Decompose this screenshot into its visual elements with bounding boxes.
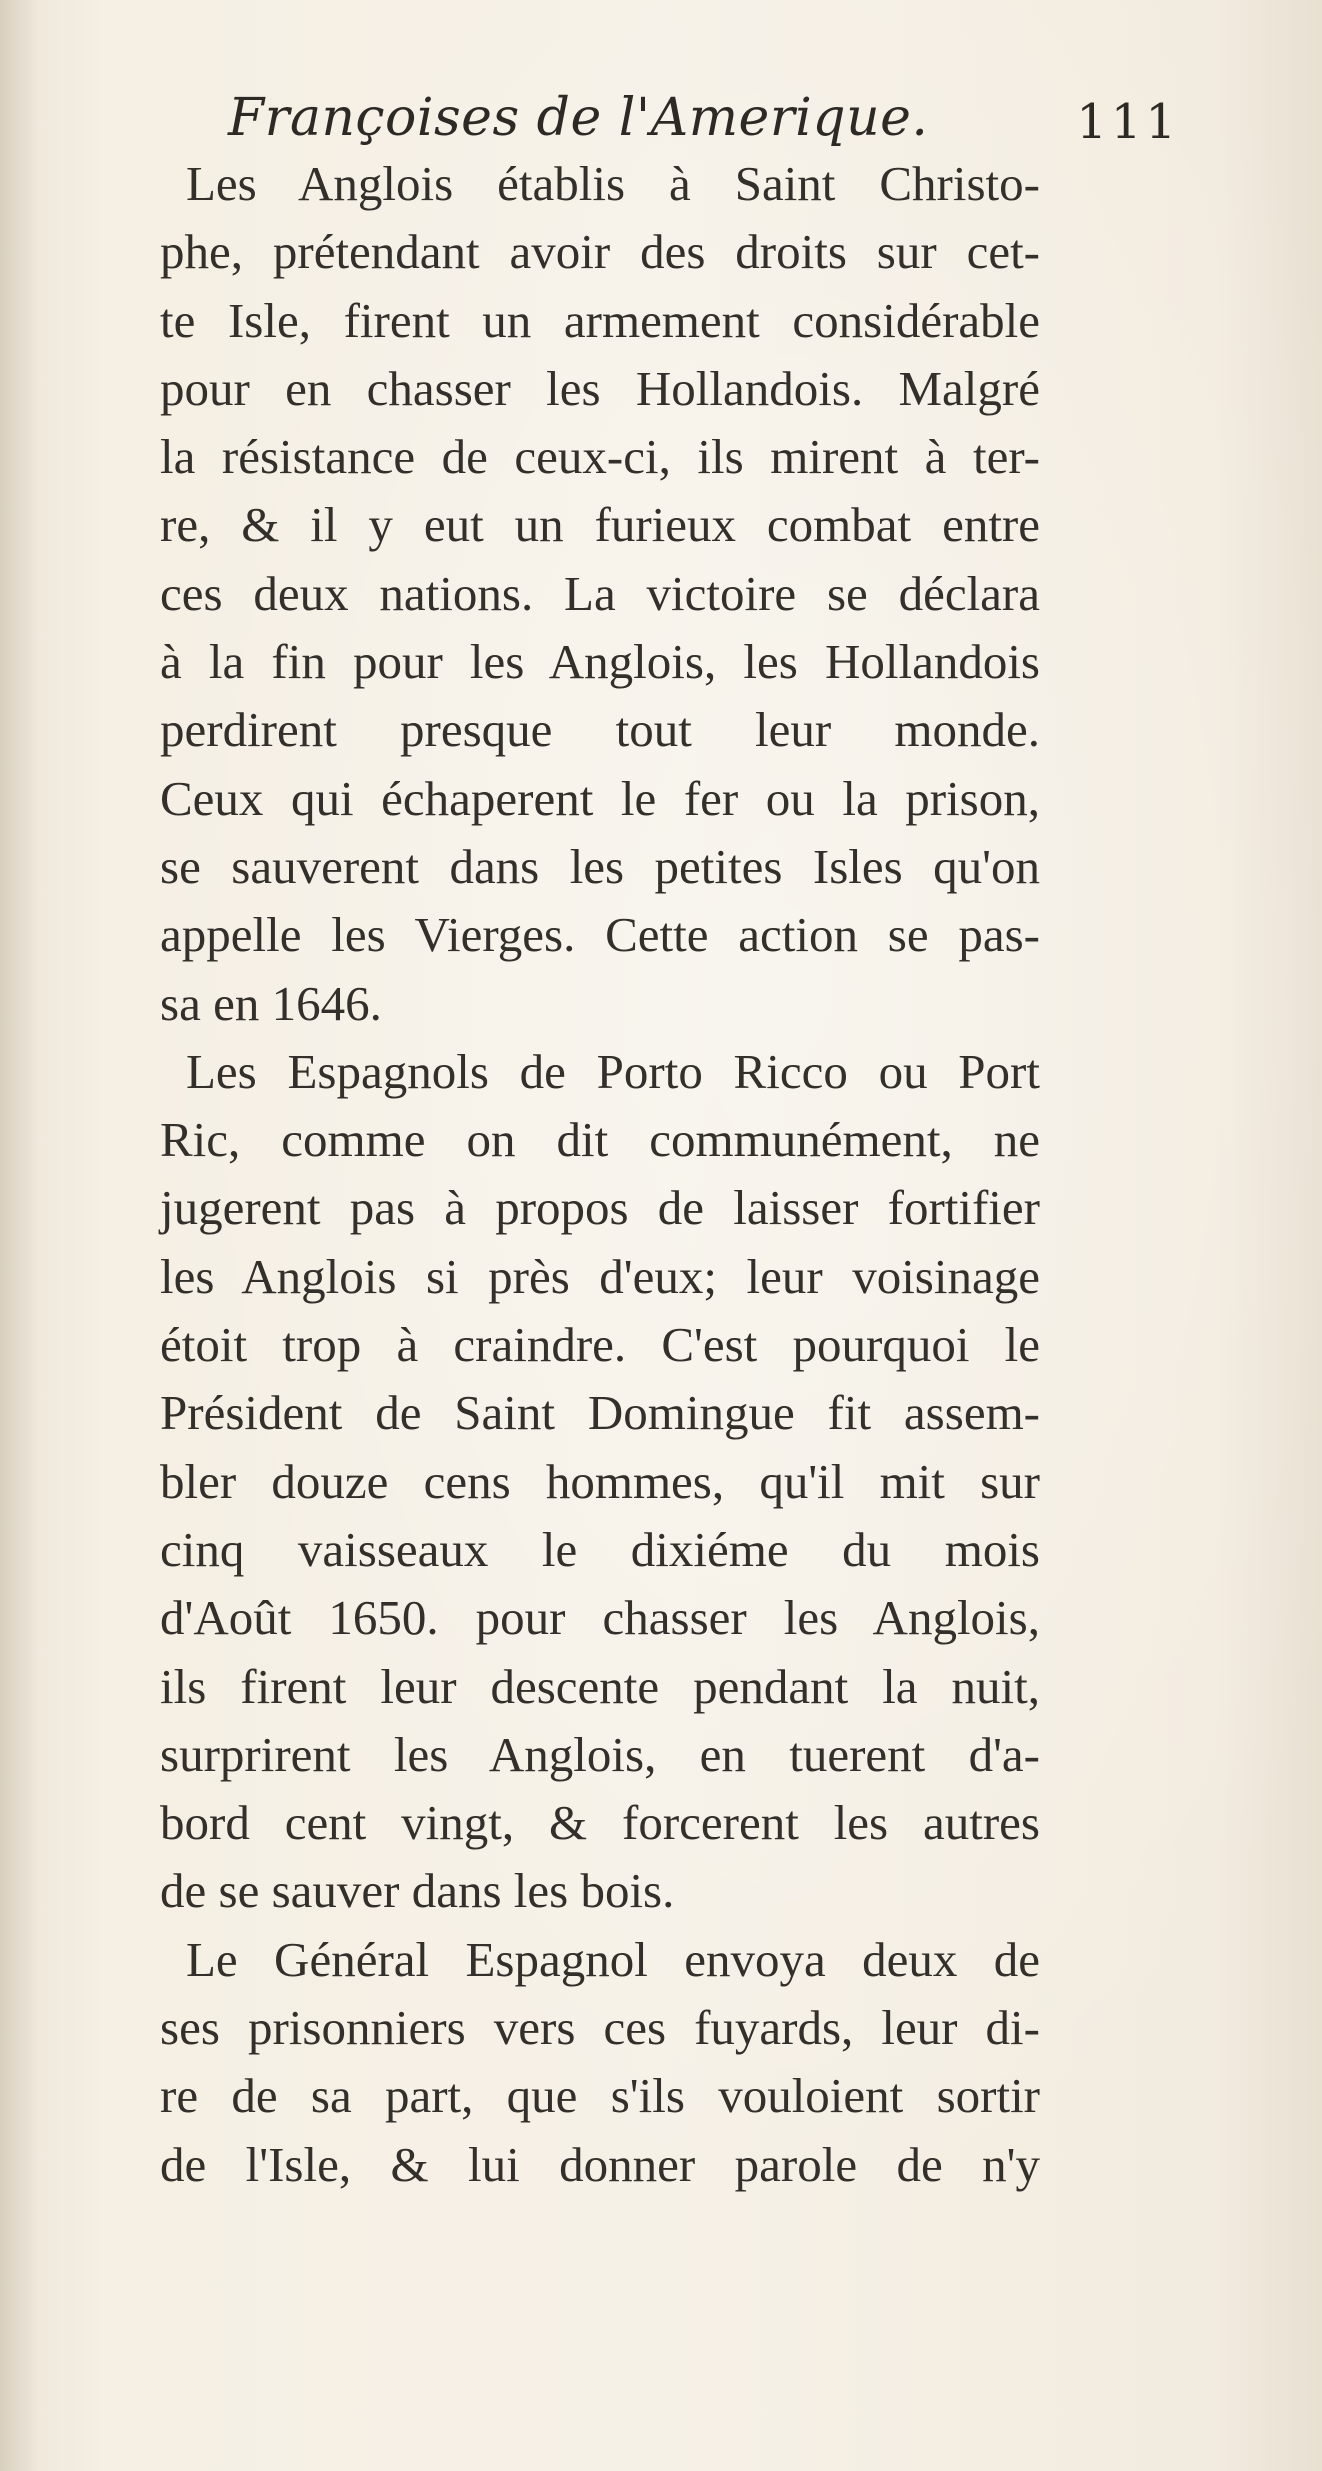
text-line: cinq vaisseaux le dixiéme du mois xyxy=(160,1521,1040,1577)
text-line: jugerent pas à propos de laisser fortifier xyxy=(160,1180,1040,1236)
text-line: ils firent leur descente pendant la nuit, xyxy=(160,1658,1040,1714)
text-line: appelle les Vierges. Cette action se pas- xyxy=(160,907,1040,963)
running-title: Françoises de l'Amerique. xyxy=(228,88,929,148)
text-line: Ric, comme on dit communément, ne xyxy=(160,1112,1040,1168)
body-text xyxy=(160,150,1040,2199)
text-line: re de sa part, que s'ils vouloient sortir xyxy=(160,2068,1040,2124)
text-line: te Isle, firent un armement considérable xyxy=(160,292,1040,348)
text-line: se sauverent dans les petites Isles qu'on xyxy=(160,838,1040,894)
text-line: re, & il y eut un furieux combat entre xyxy=(160,497,1040,553)
text-line: phe, prétendant avoir des droits sur cet- xyxy=(160,224,1040,280)
page-number: 111 xyxy=(1076,94,1180,150)
page-gutter-shadow xyxy=(0,0,40,2471)
text-line: Le Général Espagnol envoya deux de xyxy=(186,1931,1040,1987)
text-line: à la fin pour les Anglois, les Hollandois xyxy=(160,634,1040,690)
text-line: Président de Saint Domingue fit assem- xyxy=(160,1385,1040,1441)
text-line: ses prisonniers vers ces fuyards, leur di- xyxy=(160,2000,1040,2056)
text-line: perdirent presque tout leur monde. xyxy=(160,702,1040,758)
text-line: Les Anglois établis à Saint Christo- xyxy=(186,156,1040,211)
text-line: de l'Isle, & lui donner parole de n'y xyxy=(160,2136,1040,2192)
text-line: d'Août 1650. pour chasser les Anglois, xyxy=(160,1590,1040,1646)
text-line: Ceux qui échaperent le fer ou la prison, xyxy=(160,770,1040,826)
text-line: bler douze cens hommes, qu'il mit sur xyxy=(160,1453,1040,1509)
text-line: la résistance de ceux-ci, ils mirent à ter- xyxy=(160,429,1040,485)
text-line: pour en chasser les Hollandois. Malgré xyxy=(160,360,1040,416)
text-line: sa en 1646. xyxy=(160,975,382,1031)
text-line: les Anglois si près d'eux; leur voisinage xyxy=(160,1248,1040,1304)
text-line: de se sauver dans les bois. xyxy=(160,1863,675,1919)
text-line: Les Espagnols de Porto Ricco ou Port xyxy=(186,1043,1040,1099)
text-line: bord cent vingt, & forcerent les autres xyxy=(160,1795,1040,1851)
text-line: surprirent les Anglois, en tuerent d'a- xyxy=(160,1726,1040,1782)
text-line: étoit trop à craindre. C'est pourquoi le xyxy=(160,1317,1040,1373)
text-line: ces deux nations. La victoire se déclara xyxy=(160,565,1040,621)
